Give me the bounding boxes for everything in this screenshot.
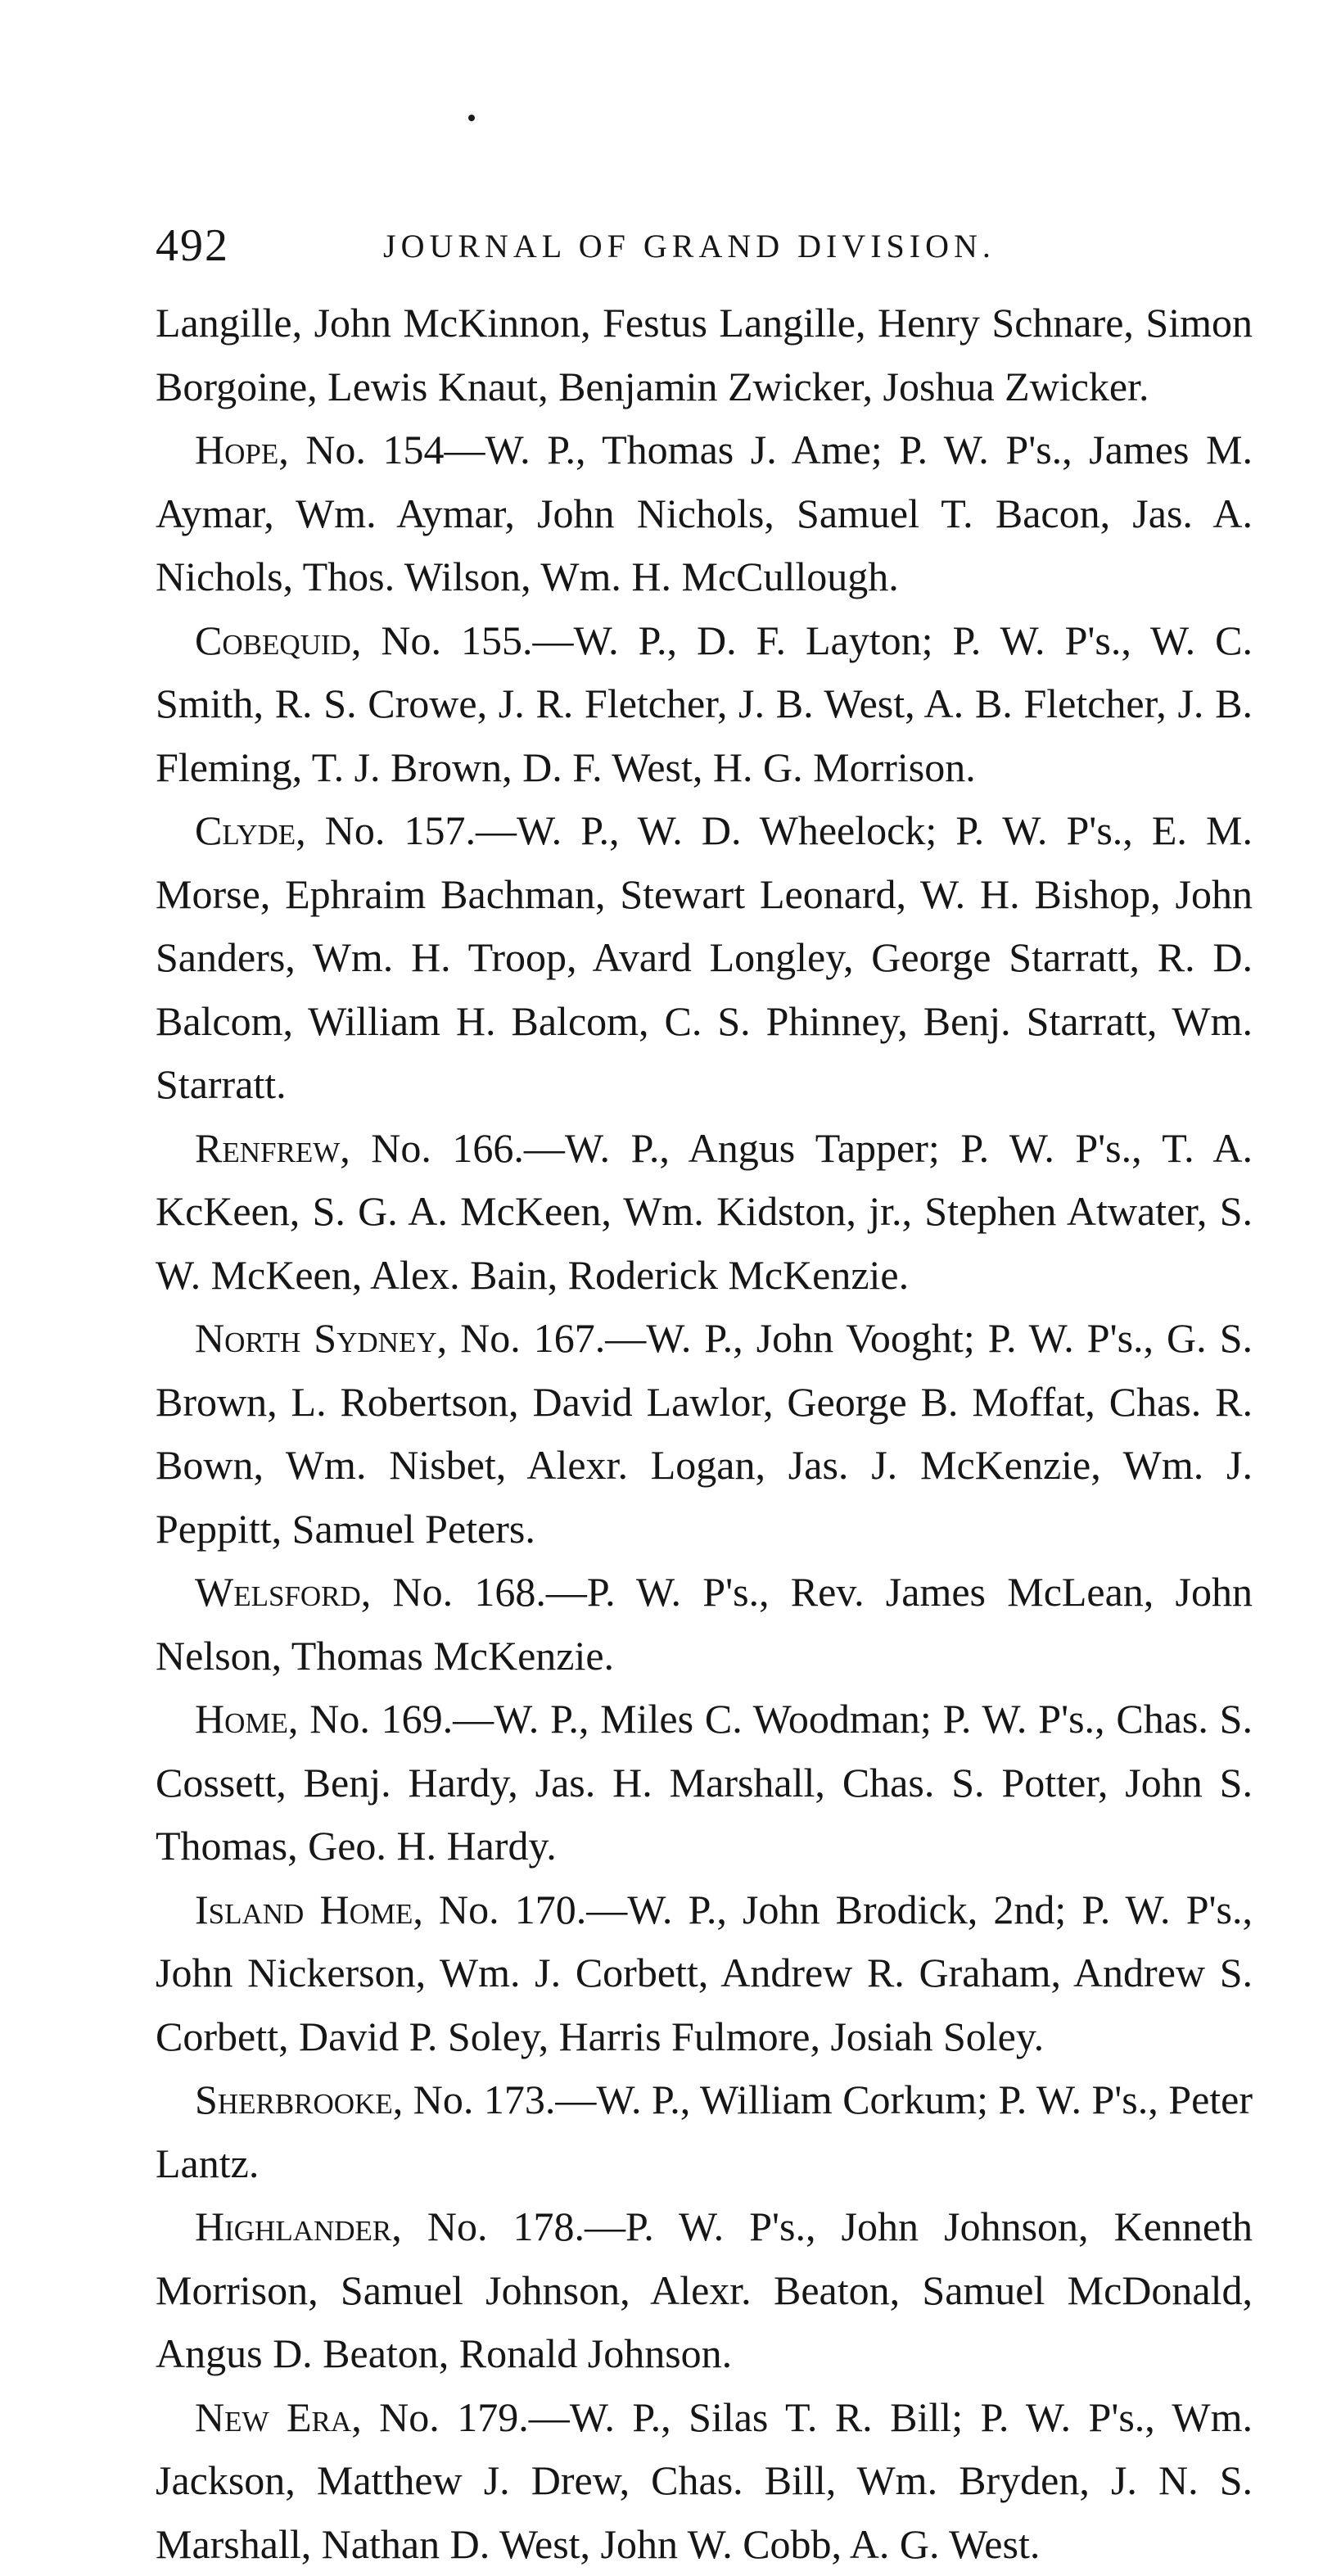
entry-text: , No. 157.—W. P., W. D. Wheelock; P. W. P's., E. M. Morse, Ephraim Bachman, Stewart Leonard, W. H. Bishop, John Sanders, Wm. H. Troop, Avard Longley, George Starratt, R. D. Balcom, William H. Balcom, C. S. Phinney, Benj. Starratt, Wm. Starratt. <box>156 807 1253 1107</box>
entry-text: Langille, John McKinnon, Festus Langille, Henry Schnare, Simon Borgoine, Lewis Knaut, Benjamin Zwicker, Joshua Zwicker. <box>156 300 1253 409</box>
entry-text: , No. 169.—W. P., Miles C. Woodman; P. W. P's., Chas. S. Cossett, Benj. Hardy, Jas. H. Marshall, Chas. S. Potter, John S. Thomas, Geo. H. Hardy. <box>156 1696 1253 1869</box>
lodge-entry-north-sydney <box>156 1307 1253 1561</box>
lodge-entry-hope <box>156 418 1253 609</box>
entry-text: , No. 167.—W. P., John Vooght; P. W. P's., G. S. Brown, L. Robertson, David Lawlor, George B. Moffat, Chas. R. Bown, Wm. Nisbet, Alexr. Logan, Jas. J. McKenzie, Wm. J. Peppitt, Samuel Peters. <box>156 1315 1253 1552</box>
entry-text: , No. 173.—W. P., William Corkum; P. W. P's., Peter Lantz. <box>156 2077 1253 2186</box>
lodge-name: New Era <box>195 2394 351 2440</box>
entry-text: , No. 166.—W. P., Angus Tapper; P. W. P's., T. A. KcKeen, S. G. A. McKeen, Wm. Kidston, jr., Stephen Atwater, S. W. McKeen, Alex. Bain, Roderick McKenzie. <box>156 1125 1253 1298</box>
entry-text: , No. 155.—W. P., D. F. Layton; P. W. P's., W. C. Smith, R. S. Crowe, J. R. Fletcher, J. B. West, A. B. Fletcher, J. B. Fleming, T. J. Brown, D. F. West, H. G. Morrison. <box>156 617 1253 790</box>
entry-text: , No. 154—W. P., Thomas J. Ame; P. W. P's., James M. Aymar, Wm. Aymar, John Nichols, Samuel T. Bacon, Jas. A. Nichols, Thos. Wilson, Wm. H. McCullough. <box>156 427 1253 599</box>
entry-continuation <box>156 291 1253 418</box>
lodge-name: Island Home <box>195 1887 413 1932</box>
lodge-name: Sherbrooke <box>195 2077 393 2122</box>
entry-text: , No. 168.—P. W. P's., Rev. James McLean, John Nelson, Thomas McKenzie. <box>156 1569 1253 1679</box>
lodge-entry-renfrew <box>156 1117 1253 1308</box>
lodge-name: Highlander <box>195 2203 391 2249</box>
lodge-entry-highlander <box>156 2195 1253 2386</box>
page-number: 492 <box>156 215 229 277</box>
lodge-name: North Sydney <box>195 1315 437 1361</box>
printer-mark <box>468 115 475 121</box>
lodge-name: Cobequid <box>195 617 351 663</box>
entry-text: , No. 179.—W. P., Silas T. R. Bill; P. W. P's., Wm. Jackson, Matthew J. Drew, Chas. Bill, Wm. Bryden, J. N. S. Marshall, Nathan D. West, John W. Cobb, A. G. West. <box>156 2394 1253 2567</box>
lodge-name: Renfrew <box>195 1125 340 1171</box>
running-title: JOURNAL OF GRAND DIVISION. <box>383 219 996 273</box>
lodge-entry-clyde <box>156 799 1253 1117</box>
lodge-name: Home <box>195 1696 288 1742</box>
page-header <box>156 215 1253 277</box>
lodge-list <box>156 291 1253 2576</box>
lodge-entry-cobequid <box>156 609 1253 800</box>
lodge-entry-welsford <box>156 1561 1253 1688</box>
entry-text: , No. 178.—P. W. P's., John Johnson, Kenneth Morrison, Samuel Johnson, Alexr. Beaton, Samuel McDonald, Angus D. Beaton, Ronald Johnson. <box>156 2203 1253 2376</box>
lodge-name: Hope <box>195 427 278 472</box>
lodge-entry-new-era <box>156 2386 1253 2576</box>
lodge-name: Welsford <box>195 1569 361 1615</box>
lodge-entry-island-home <box>156 1878 1253 2069</box>
entry-text: , No. 170.—W. P., John Brodick, 2nd; P. W. P's., John Nickerson, Wm. J. Corbett, Andrew R. Graham, Andrew S. Corbett, David P. Soley, Harris Fulmore, Josiah Soley. <box>156 1887 1253 2059</box>
lodge-name: Clyde <box>195 807 296 853</box>
lodge-entry-sherbrooke <box>156 2068 1253 2195</box>
lodge-entry-home <box>156 1688 1253 1878</box>
